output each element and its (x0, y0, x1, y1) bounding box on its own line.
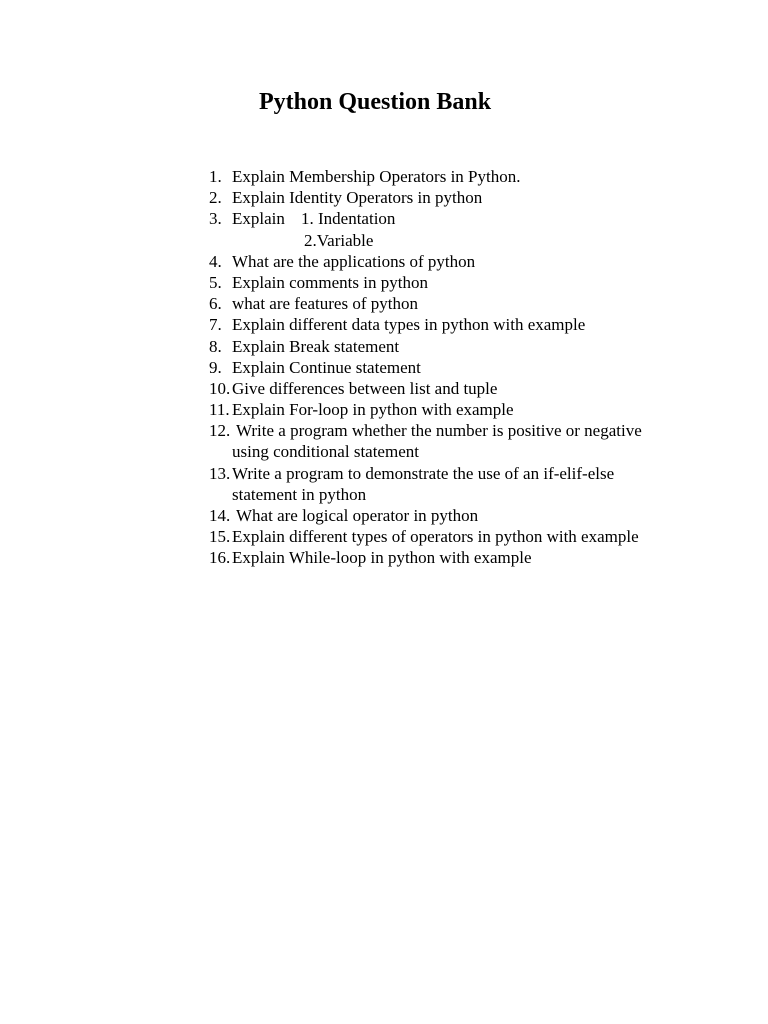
question-sub-item: 1. Indentation (301, 209, 396, 229)
question-number: 10. (209, 378, 231, 398)
question-item (0, 187, 768, 208)
question-text: Explain Identity Operators in python (232, 188, 483, 208)
question-number: 7. (209, 315, 222, 335)
question-number: 11. (209, 400, 230, 420)
question-item (0, 357, 768, 378)
question-number: 12. (209, 421, 231, 441)
question-item (0, 208, 768, 229)
question-text: Explain Membership Operators in Python. (232, 167, 521, 186)
question-item (0, 547, 768, 568)
question-continuation: statement in python (232, 484, 367, 504)
question-text: Write a program to demonstrate the use of an if-elif-else (232, 463, 615, 483)
question-number: 14. (209, 506, 231, 525)
question-number: 5. (209, 272, 222, 292)
question-text: Explain Break statement (232, 336, 400, 356)
question-item (0, 420, 768, 441)
question-continuation: using conditional statement (232, 442, 419, 462)
question-item (0, 336, 768, 357)
question-item (0, 314, 768, 335)
question-number: 15. (209, 527, 231, 547)
question-number: 8. (209, 336, 222, 356)
question-text: Explain For-loop in python with example (232, 400, 514, 420)
question-number: 16. (209, 548, 231, 568)
question-text: What are logical operator in python (236, 506, 479, 525)
question-item (0, 505, 768, 526)
question-item (0, 399, 768, 420)
question-item (0, 293, 768, 314)
question-text: Give differences between list and tuple (232, 378, 498, 398)
question-item (0, 378, 768, 399)
question-item (0, 166, 768, 187)
question-text: what are features of python (232, 294, 418, 314)
question-number: 9. (209, 357, 222, 377)
question-sub-item: 2.Variable (304, 230, 374, 250)
question-item (0, 251, 768, 272)
question-item (0, 526, 768, 547)
question-text: Explain comments in python (232, 272, 428, 292)
question-text: Write a program whether the number is positive or negative (236, 421, 642, 441)
question-text: Explain different types of operators in python with example (232, 527, 639, 547)
question-item (0, 463, 768, 484)
question-continuation-line (0, 484, 768, 505)
question-text: Explain While-loop in python with example (232, 548, 532, 568)
question-number: 6. (209, 294, 222, 314)
question-text: Explain (232, 209, 285, 229)
document-title: Python Question Bank (259, 89, 492, 115)
question-sub-line (0, 230, 768, 251)
question-text: Explain different data types in python with example (232, 315, 586, 335)
question-list (0, 166, 768, 569)
question-continuation-line (0, 441, 768, 462)
question-text: Explain Continue statement (232, 357, 421, 377)
question-number: 1. (209, 167, 222, 186)
question-item (0, 272, 768, 293)
question-number: 13. (209, 463, 231, 483)
question-number: 3. (209, 209, 222, 229)
question-number: 4. (209, 251, 222, 271)
question-text: What are the applications of python (232, 251, 476, 271)
question-number: 2. (209, 188, 222, 208)
